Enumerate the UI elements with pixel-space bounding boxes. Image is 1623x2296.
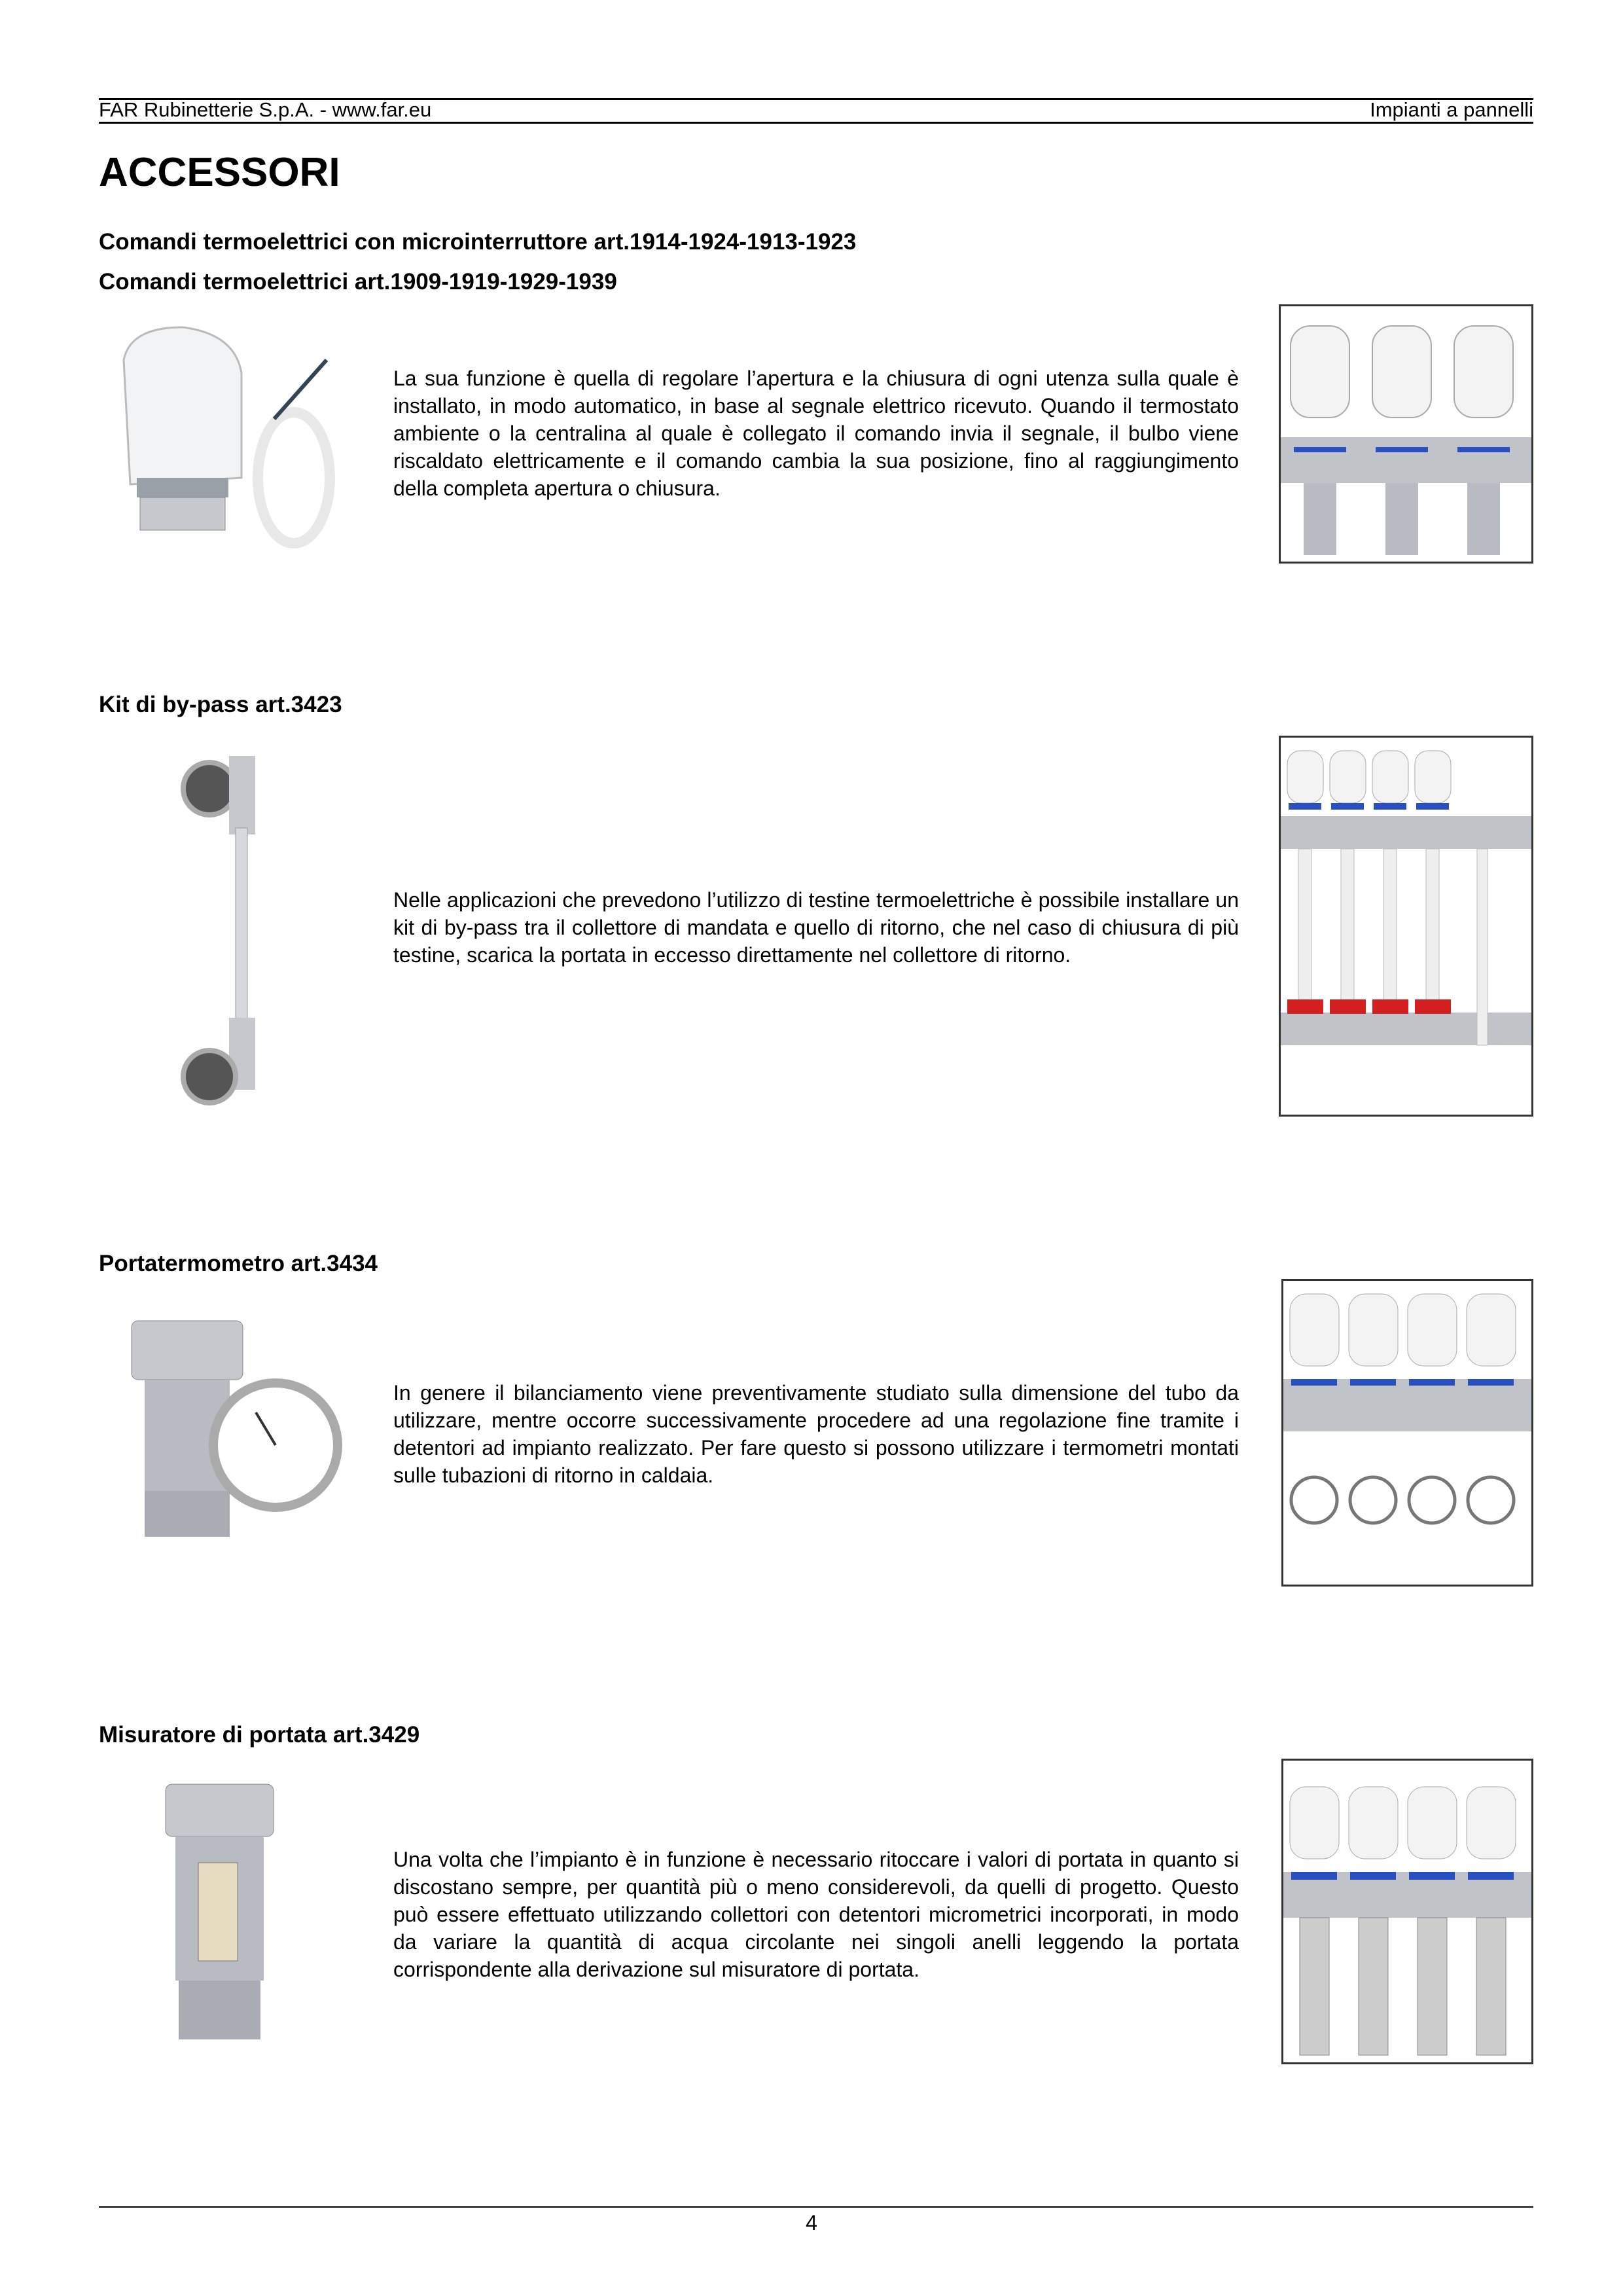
section-text: In genere il bilanciamento viene preventivamente studiato sulla dimensione del tubo da utilizzare, mentre occorre successivamente procedere ad una regolazione fine tramite i detentori ad impianto realizzato. Per fare questo si possono utilizzare i termometri montati sulle tubazioni di ritorno in caldaia. [393,1381,1239,1487]
section-heading: Kit di by-pass art.3423 [99,692,342,717]
footer-rule [99,2206,1533,2208]
manifold-thermometers-image [1281,1279,1533,1587]
manifold-flowmeters-image [1281,1759,1533,2064]
header-company: FAR Rubinetterie S.p.A. - www.far.eu [99,98,432,121]
section-heading: Comandi termoelettrici con microinterruttore art.1914-1924-1913-1923 [99,229,857,255]
header-bottom-rule [99,122,1533,124]
section-heading: Misuratore di portata art.3429 [99,1722,420,1748]
section-heading: Comandi termoelettrici art.1909-1919-1929-1939 [99,269,617,295]
flow-meter-image [159,1778,280,2046]
section-text: Una volta che l’impianto è in funzione è necessario ritoccare i valori di portata in quanto si discostano sempre, per quantità più o meno considerevoli, da quelli di progetto. Questo può essere effettuato utilizzando collettori con detentori micrometrici incorporati, in modo da variare la quantità di acqua circolante nei singoli anelli leggendo la portata corrispondente alla derivazione sul misuratore di portata. [393,1848,1239,1981]
page-title: ACCESSORI [99,150,340,195]
thermoelectric-actuator-image [111,321,346,556]
page-number: 4 [806,2211,817,2234]
header-section: Impianti a pannelli [1370,98,1533,121]
section-heading: Portatermometro art.3434 [99,1251,378,1276]
manifold-bypass-image [1279,736,1533,1117]
thermometer-holder-image [125,1314,346,1550]
manifold-actuators-image [1279,304,1533,564]
section-text: Nelle applicazioni che prevedono l’utilizzo di testine termoelettriche è possibile installare un kit di by-pass tra il collettore di mandata e quello di ritorno, che nel caso di chiusura di più testine, scarica la portata in eccesso direttamente nel collettore di ritorno. [393,888,1239,967]
section-text: La sua funzione è quella di regolare l’apertura e la chiusura di ogni utenza sulla quale è installato, in modo automatico, in base al segnale elettrico ricevuto. Quando il termostato ambiente o la centralina al quale è collegato il comando invia il segnale, il bulbo viene riscaldato elettricamente e il comando cambia la sua posizione, fino al raggiungimento della completa apertura o chiusura. [393,367,1239,500]
bypass-kit-image [177,743,301,1111]
